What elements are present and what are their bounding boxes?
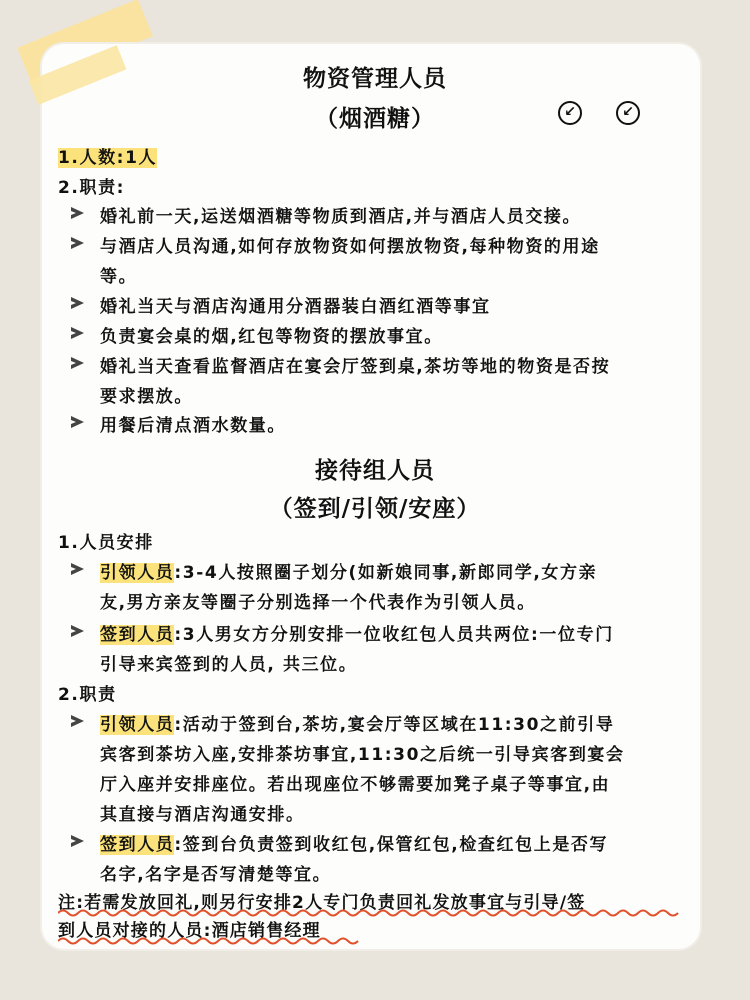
- duty-item: 与酒店人员沟通,如何存放物资如何摆放物资,每种物资的用途: [100, 237, 600, 257]
- arrangement-item: [100, 558, 597, 583]
- section-subtitle: （烟酒糖）: [315, 106, 435, 132]
- arrow-down-left-icon: ↙: [616, 101, 640, 125]
- section-title: 接待组人员: [315, 458, 435, 484]
- bullet-arrow-icon: [71, 297, 84, 309]
- duty-item-cont: 厅入座并安排座位。若出现座位不够需要加凳子桌子等事宜,由: [100, 775, 611, 795]
- bullet-arrow-icon: [71, 327, 84, 339]
- bullet-arrow-icon: [71, 563, 84, 575]
- bullet-arrow-icon: [71, 416, 84, 428]
- duty-item-cont: 要求摆放。: [100, 387, 193, 407]
- arrangement-item-cont: 友,男方亲友等圈子分别选择一个代表作为引领人员。: [100, 593, 536, 613]
- bullet-arrow-icon: [71, 835, 84, 847]
- bullet-arrow-icon: [71, 357, 84, 369]
- role-highlight: 签到人员: [100, 625, 175, 645]
- bullet-arrow-icon: [71, 715, 84, 727]
- note-line: 注:若需发放回礼,则另行安排2人专门负责回礼发放事宜与引导/签: [58, 893, 586, 913]
- duty-item: 婚礼当天与酒店沟通用分酒器装白酒红酒等事宜: [100, 297, 491, 317]
- bullet-arrow-icon: [71, 207, 84, 219]
- duty-item: 婚礼当天查看监督酒店在宴会厅签到桌,茶坊等地的物资是否按: [100, 357, 611, 377]
- role-text: :3-4人按照圈子划分(如新娘同事,新郎同学,女方亲: [174, 563, 598, 583]
- duty-item-cont: 名字,名字是否写清楚等宜。: [100, 865, 332, 885]
- bullet-arrow-icon: [71, 237, 84, 249]
- duty-item: 用餐后清点酒水数量。: [100, 416, 286, 436]
- role-highlight: 引领人员: [100, 715, 175, 735]
- duty-item-cont: 等。: [100, 267, 138, 287]
- duty-item: 婚礼前一天,运送烟酒糖等物质到酒店,并与酒店人员交接。: [100, 207, 582, 227]
- bullet-arrow-icon: [71, 625, 84, 637]
- headcount-line: [58, 143, 157, 168]
- arrangement-item-cont: 引导来宾签到的人员, 共三位。: [100, 655, 358, 675]
- role-highlight: 签到人员: [100, 835, 175, 855]
- role-text: :活动于签到台,茶坊,宴会厅等区域在11:30之前引导: [174, 715, 615, 735]
- section-title: 物资管理人员: [303, 66, 447, 92]
- wavy-underline: [58, 936, 368, 946]
- section-subtitle: （签到/引领/安座）: [269, 496, 481, 522]
- role-highlight: 引领人员: [100, 563, 175, 583]
- arrangement-item: [100, 620, 614, 645]
- duties-label: 2.职责: [58, 685, 117, 705]
- arrangement-label: 1.人员安排: [58, 533, 154, 553]
- duty-item: [100, 710, 614, 735]
- duties-label: 2.职责:: [58, 178, 126, 198]
- note-line-cont: 到人员对接的人员:酒店销售经理: [58, 921, 321, 941]
- role-text: :3人男女方分别安排一位收红包人员共两位:一位专门: [174, 625, 614, 645]
- role-text: :签到台负责签到收红包,保管红包,检查红包上是否写: [174, 835, 609, 855]
- duty-item-cont: 宾客到茶坊入座,安排茶坊事宜,11:30之后统一引导宾客到宴会: [100, 745, 625, 765]
- duty-item: [100, 830, 608, 855]
- duty-item-cont: 其直接与酒店沟通安排。: [100, 805, 305, 825]
- duty-item: 负责宴会桌的烟,红包等物资的摆放事宜。: [100, 327, 443, 347]
- headcount-text: 1.人数:1人: [58, 148, 158, 168]
- arrow-down-left-icon: ↙: [558, 101, 582, 125]
